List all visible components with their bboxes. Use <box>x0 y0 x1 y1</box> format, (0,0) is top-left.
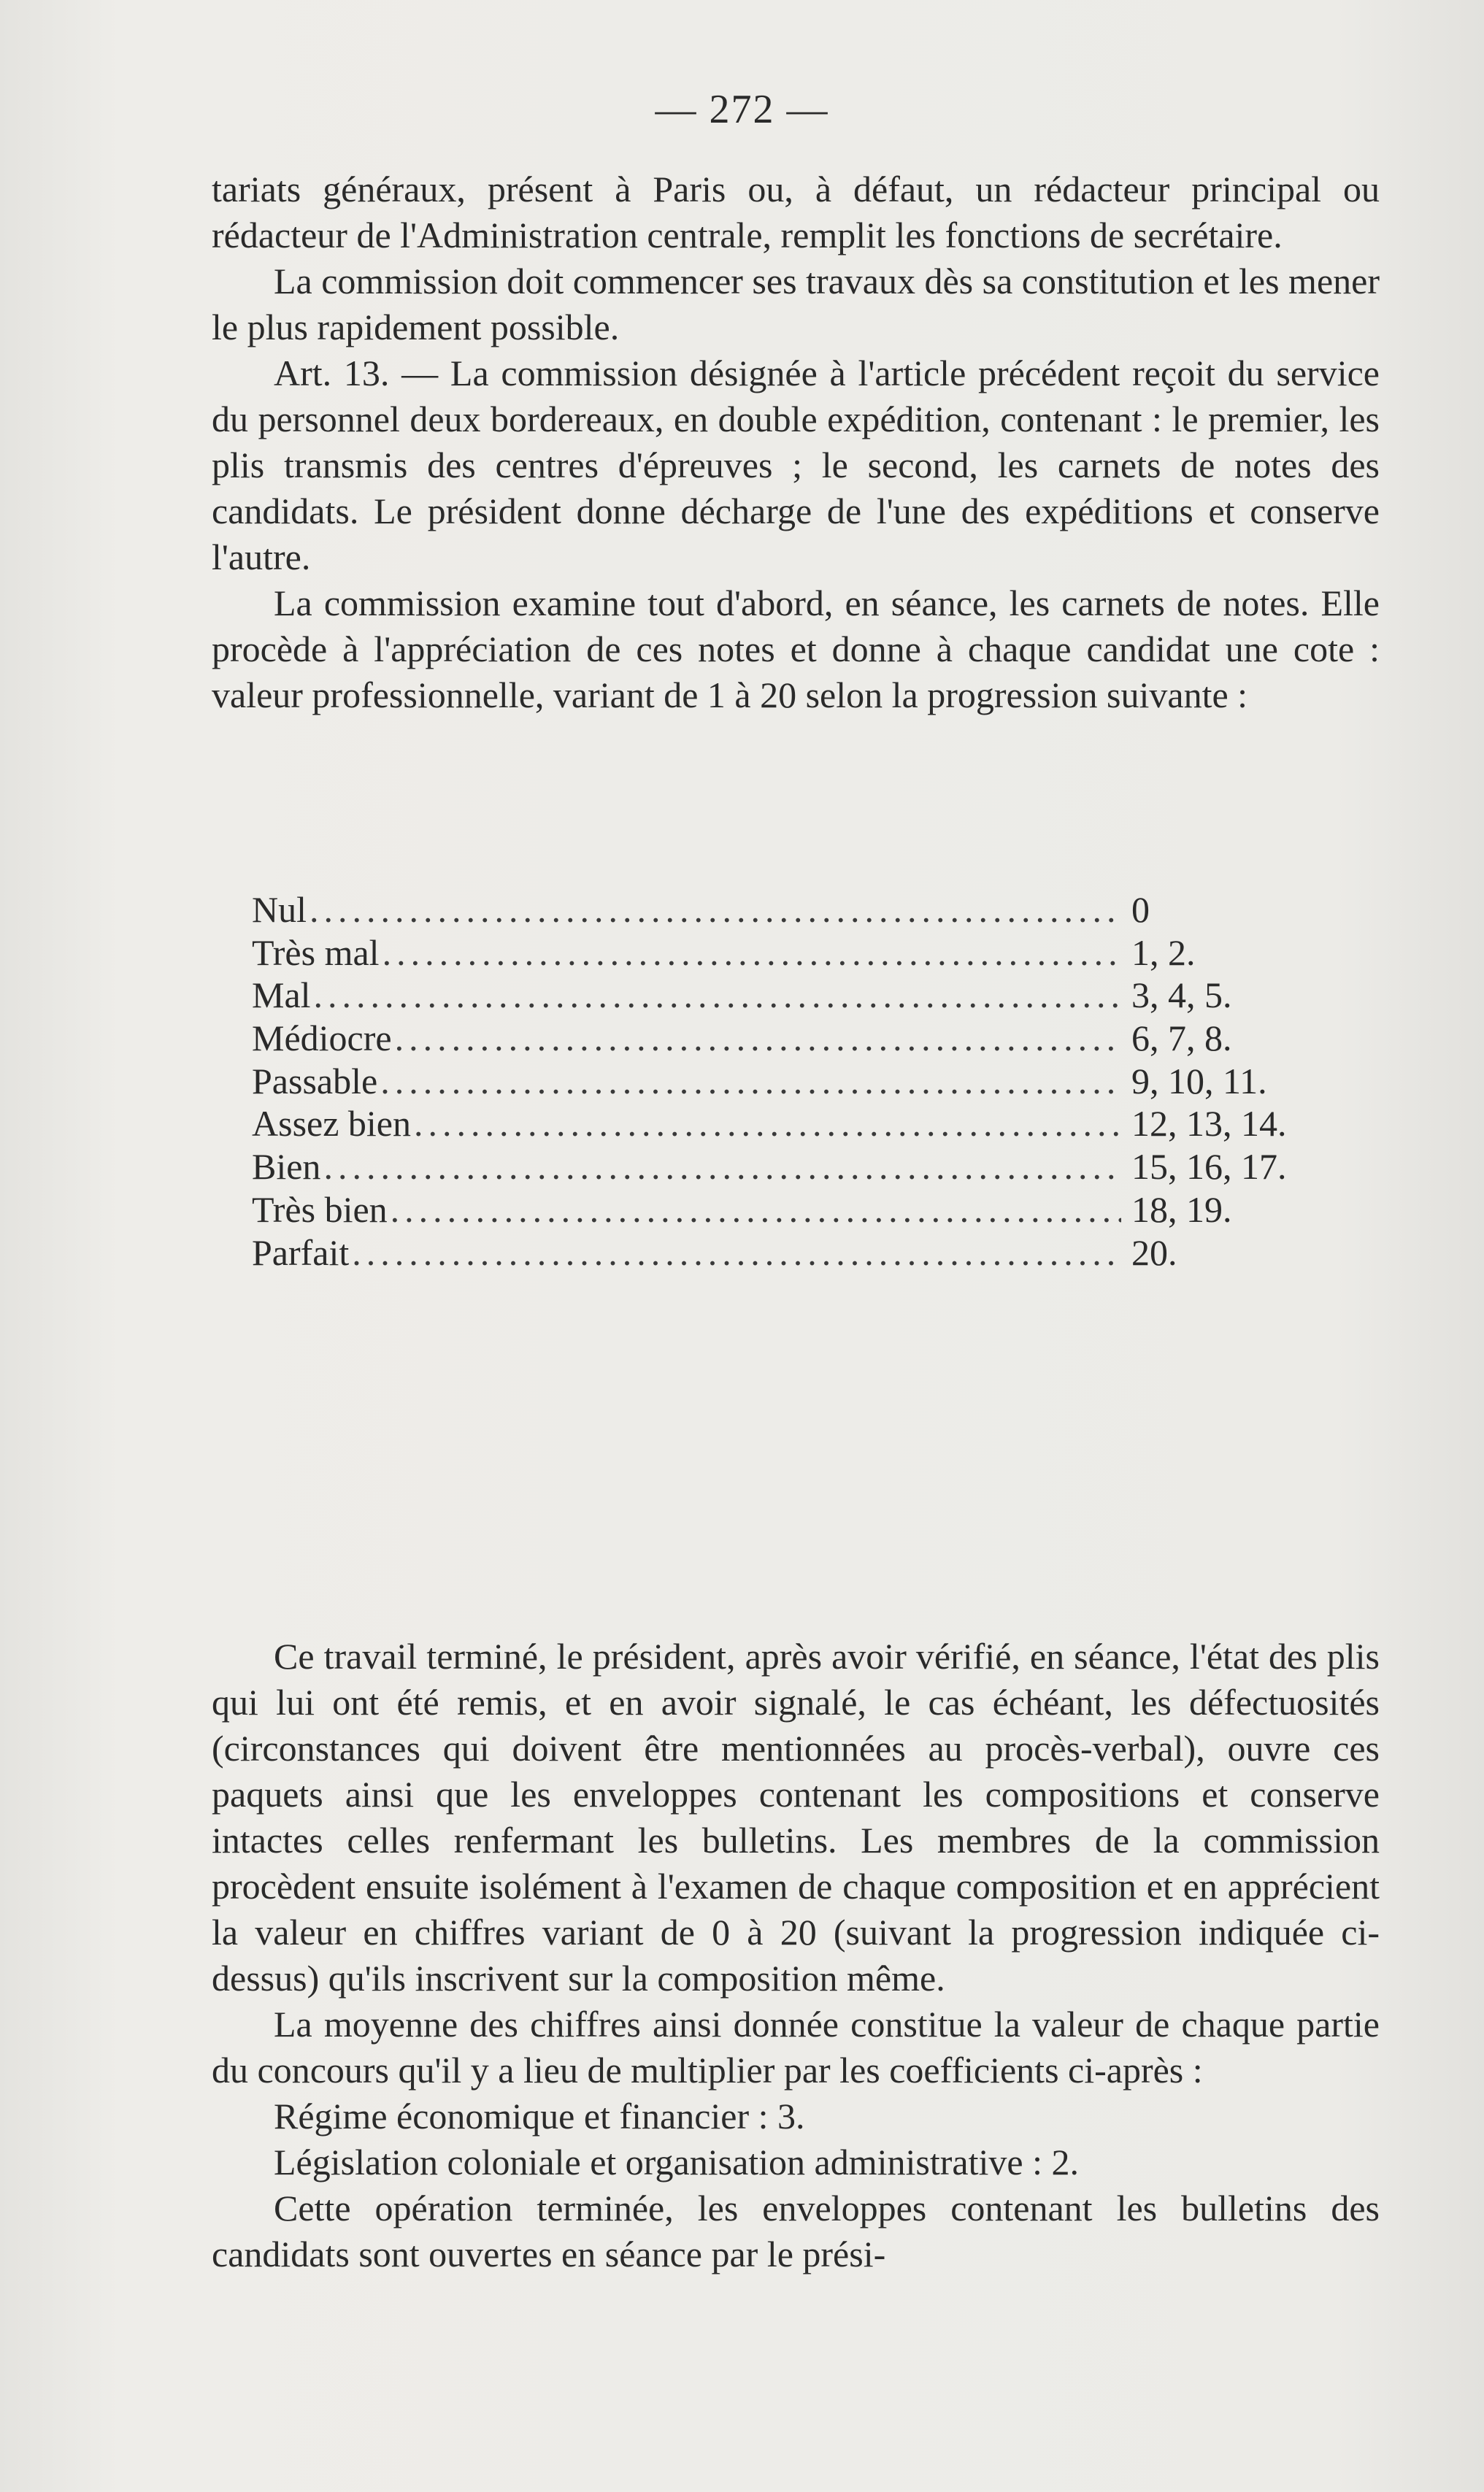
grade-label: Passable <box>252 1060 378 1101</box>
leader-dots <box>352 1231 1121 1274</box>
leader-dots <box>395 1017 1121 1060</box>
leader-dots <box>323 1145 1121 1188</box>
leader-dots <box>391 1188 1121 1231</box>
leader-dots <box>380 1060 1121 1103</box>
grade-label: Parfait <box>252 1231 350 1273</box>
paragraph: tariats généraux, présent à Paris ou, à défaut, un rédacteur principal ou rédacteur de l'Administration centrale, remplit les fonctions de secrétaire. <box>212 169 1380 255</box>
leader-dots <box>382 931 1121 974</box>
paragraph: La commission examine tout d'abord, en séance, les carnets de notes. Elle procède à l'appréciation de ces notes et donne à chaque candidat une cote : valeur professionnelle, variant de 1 à 20 selon la progression suivante : <box>212 582 1380 715</box>
top-text-block <box>212 166 1380 718</box>
paragraph: Cette opération terminée, les enveloppes contenant les bulletins des candidats sont ouvertes en séance par le prési- <box>212 2188 1380 2274</box>
grade-scale-list <box>252 888 1380 1274</box>
grade-values: 15, 16, 17. <box>1131 1146 1287 1188</box>
leader-dots <box>414 1102 1121 1145</box>
coefficient-line: Législation coloniale et organisation administrative : 2. <box>274 2142 1079 2183</box>
grade-values: 9, 10, 11. <box>1131 1060 1267 1101</box>
grade-values: 3, 4, 5. <box>1131 974 1232 1016</box>
grade-row <box>252 974 1380 1017</box>
grade-row <box>252 1017 1380 1060</box>
grade-label: Médiocre <box>252 1018 392 1059</box>
grade-values: 18, 19. <box>1131 1188 1232 1230</box>
grade-row <box>252 1231 1380 1274</box>
grade-values: 0 <box>1131 889 1150 930</box>
paragraph: La moyenne des chiffres ainsi donnée constitue la valeur de chaque partie du concours qu'il y a lieu de multiplier par les coefficients ci-après : <box>212 2004 1380 2091</box>
grade-row <box>252 1188 1380 1231</box>
paragraph: Ce travail terminé, le président, après avoir vérifié, en séance, l'état des plis qui lui ont été remis, et en avoir signalé, le cas échéant, les défectuosités (circonstances qui doivent être mentionnées au procès-verbal), ouvre ces paquets ainsi que les enveloppes contenant les compositions et conserve intactes celles renfermant les bulletins. Les membres de la commission procèdent ensuite isolément à l'examen de chaque composition et en apprécient la valeur en chiffres variant de 0 à 20 (suivant la progression indiquée ci-dessus) qu'ils inscrivent sur la composition même. <box>212 1636 1380 1999</box>
grade-label: Bien <box>252 1146 321 1188</box>
grade-values: 12, 13, 14. <box>1131 1103 1287 1145</box>
bottom-text-block <box>212 1634 1380 2277</box>
grade-row <box>252 1145 1380 1188</box>
grade-label: Très bien <box>252 1188 388 1230</box>
grade-label: Très mal <box>252 931 380 973</box>
grade-label: Assez bien <box>252 1103 411 1145</box>
grade-row <box>252 1060 1380 1103</box>
paragraph: La commission doit commencer ses travaux dès sa constitution et les mener le plus rapidement possible. <box>212 261 1380 347</box>
coefficient-line: Régime économique et financier : 3. <box>274 2096 805 2137</box>
page-number: — 272 — <box>655 87 829 132</box>
grade-label: Nul <box>252 889 307 930</box>
grade-values: 20. <box>1131 1231 1177 1273</box>
grade-row <box>252 888 1380 931</box>
grade-values: 6, 7, 8. <box>1131 1018 1232 1059</box>
grade-row <box>252 931 1380 974</box>
grade-label: Mal <box>252 974 311 1016</box>
grade-values: 1, 2. <box>1131 931 1196 973</box>
paragraph-article-13: Art. 13. — La commission désignée à l'article précédent reçoit du service du personnel deux bordereaux, en double expédition, contenant : le premier, les plis transmis des centres d'épreuves ; le second, les carnets de notes des candidats. Le président donne décharge de l'une des expéditions et conserve l'autre. <box>212 353 1380 577</box>
leader-dots <box>314 974 1121 1017</box>
leader-dots <box>310 888 1121 931</box>
grade-row <box>252 1102 1380 1145</box>
